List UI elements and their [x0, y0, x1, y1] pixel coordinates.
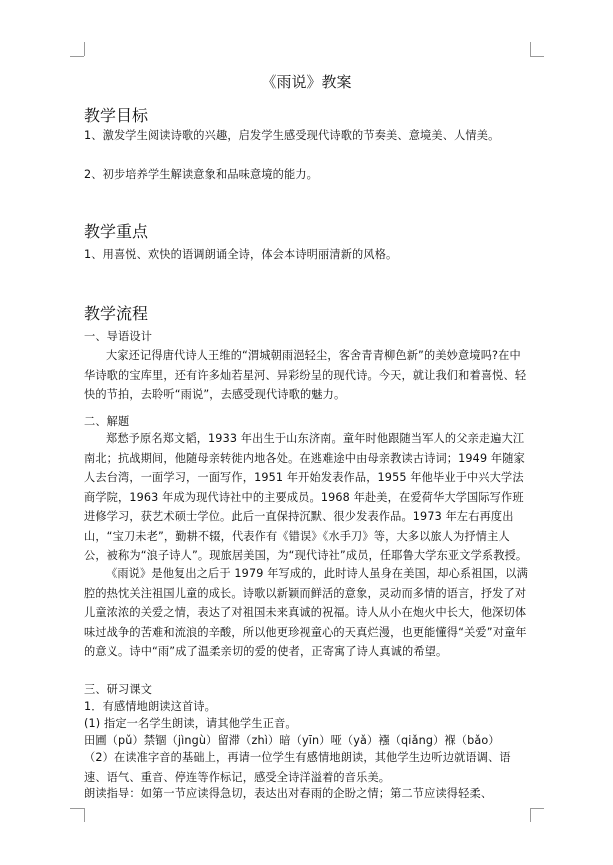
section-3-line-4: （2）在读准字音的基础上，再请一位学生有感情地朗读，其他学生边听边就语调、语速、语气、重音、停连等作标记，感受全诗洋溢着的音乐美。	[84, 751, 511, 784]
crop-mark-bottom-left-v	[84, 808, 85, 822]
section-3-reading-guide: 朗读指导：如第一节应读得急切，表达出对春雨的企盼之情；第二节应读得轻柔、	[84, 787, 493, 800]
crop-mark-bottom-right-h	[530, 808, 544, 809]
section-2-paragraph-1: 郑愁予原名郑文韬，1933 年出生于山东济南。童年时他跟随当军人的父亲走遍大江南北；抗战期间，他随母亲转徙内地各处。在逃难途中由母亲教读古诗词；1949 年随家人去台湾，一面学习，一面写作，1951 年开始发表作品，1955 年他毕业于中兴大学法商学院，1963 年成为现代诗社中的主要成员。1968 年赴美，在爱荷华大学国际写作班进修学习，获艺术硕士学位。此后一直保持沉默、很少发表作品。1973 年左右再度出山，“宝刀未老”，勤耕不辍，代表作有《错误》《水手刀》等，大多以旅人为抒情主人公，被称为“浪子诗人”。现旅居美国，为“现代诗社”成员，任耶鲁大学东亚文学系教授。	[84, 432, 528, 562]
section-3-line-2: (1) 指定一名学生朗读，请其他学生正音。	[84, 717, 297, 730]
crop-mark-top-right-h	[530, 56, 544, 57]
section-3-title: 三、研习课文	[84, 683, 153, 696]
heading-focus: 教学重点	[84, 222, 149, 241]
crop-mark-top-left-v	[84, 42, 85, 56]
heading-goals: 教学目标	[84, 106, 149, 125]
section-3-line-1: 1．有感情地朗读这首诗。	[84, 700, 216, 713]
section-2-title: 二、解题	[84, 415, 130, 428]
crop-mark-bottom-left-h	[70, 808, 84, 809]
section-2-paragraph-2: 《雨说》是他复出之后于 1979 年写成的，此时诗人虽身在美国，却心系祖国，以满腔的热忱关注祖国儿童的成长。诗歌以新颖而鲜活的意象，灵动而多情的语言，抒发了对儿童浓浓的关爱之情，表达了对祖国未来真诚的祝福。诗人从小在炮火中长大，他深切体味过战争的苦难和流浪的辛酸，所以他更珍视童心的天真烂漫，也更能懂得“关爱”对童年的意义。诗中“雨”成了温柔亲切的爱的使者，正寄寓了诗人真诚的希望。	[84, 567, 528, 658]
section-3-pinyin-line: 田圃（pǔ）禁锢（jìngù）留滞（zhì）暗（yīn）哑（yǎ）襁（qiǎng）褓（bǎo）	[84, 734, 500, 747]
crop-mark-bottom-right-v	[530, 808, 531, 822]
crop-mark-top-left-h	[70, 56, 84, 57]
goal-item-1: 1、激发学生阅读诗歌的兴趣，启发学生感受现代诗歌的节奏美、意境美、人情美。	[84, 129, 500, 142]
section-1-paragraph: 大家还记得唐代诗人王维的“渭城朝雨浥轻尘，客舍青青柳色新”的美妙意境吗?在中华诗歌的宝库里，还有许多灿若星河、异彩纷呈的现代诗。今天，就让我们和着喜悦、轻快的节拍，去聆听“雨说”，去感受现代诗歌的魅力。	[84, 349, 527, 401]
goal-item-2: 2、初步培养学生解读意象和品味意境的能力。	[84, 168, 319, 181]
crop-mark-top-right-v	[530, 42, 531, 56]
section-1-title: 一、导语设计	[84, 330, 153, 343]
focus-item-1: 1、用喜悦、欢快的语调朗诵全诗，体会本诗明丽清新的风格。	[84, 248, 398, 261]
heading-process: 教学流程	[84, 304, 149, 323]
document-title: 《雨说》教案	[261, 73, 352, 91]
